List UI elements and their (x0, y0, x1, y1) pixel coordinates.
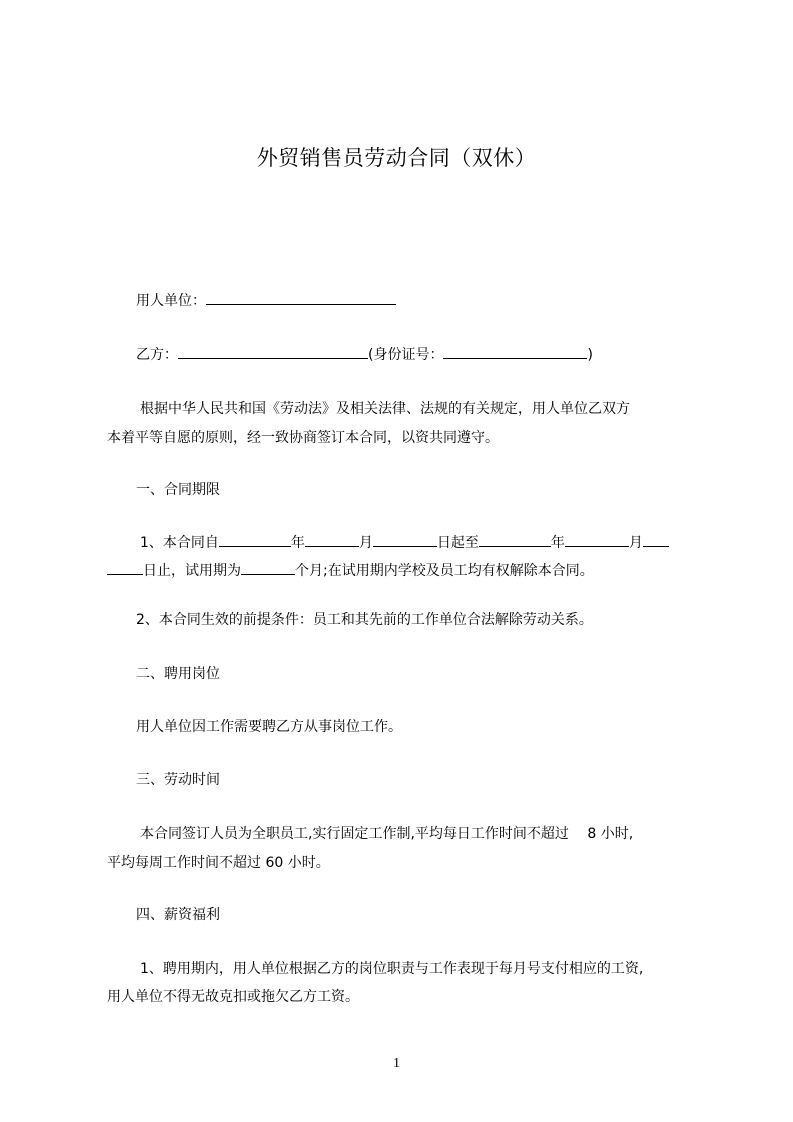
party-b-blank (178, 344, 368, 359)
start-year-blank (219, 532, 291, 547)
term-until-label: 日止，试用期为 (143, 563, 241, 579)
trial-months-blank (241, 560, 295, 575)
id-number-close: ) (587, 347, 593, 363)
employer-blank (206, 290, 396, 305)
term-line-2 (107, 560, 594, 581)
intro-line-1: 根据中华人民共和国《劳动法》及相关法律、法规的有关规定，用人单位乙双方 (140, 401, 630, 417)
term-trial-suffix: 个月;在试用期内学校及员工均有权解除本合同。 (295, 563, 594, 579)
term-month2-label: 月 (628, 535, 643, 551)
term-month-label: 月 (358, 535, 373, 551)
term-line-1 (140, 532, 669, 553)
intro-line-2: 本着平等自愿的原则，经一致协商签订本合同，以资共同遵守。 (107, 430, 499, 446)
section-4-heading: 四、薪资福利 (136, 907, 220, 923)
term-year2-label: 年 (550, 535, 565, 551)
end-day-blank-cont (107, 560, 143, 575)
party-b-line (136, 344, 593, 365)
term-day-from-label: 日起至 (436, 535, 479, 551)
id-number-open: (身份证号： (368, 347, 444, 363)
start-month-blank (305, 532, 359, 547)
hours-line-2: 平均每周工作时间不超过 60 小时。 (107, 855, 330, 871)
document-title: 外贸销售员劳动合同（双休） (256, 146, 537, 170)
employer-line (136, 290, 396, 311)
term-item-2: 2、本合同生效的前提条件：员工和其先前的工作单位合法解除劳动关系。 (136, 612, 593, 628)
salary-line-1: 1、聘用期内，用人单位根据乙方的岗位职责与工作表现于每月号支付相应的工资, (140, 961, 644, 977)
page-number: 1 (393, 1056, 400, 1071)
salary-line-2: 用人单位不得无故克扣或拖欠乙方工资。 (107, 989, 359, 1005)
section-2-heading: 二、聘用岗位 (136, 666, 220, 682)
id-number-blank (443, 344, 587, 359)
section-1-heading: 一、合同期限 (136, 482, 220, 498)
start-day-blank (373, 532, 437, 547)
end-day-blank-start (643, 532, 669, 547)
position-text: 用人单位因工作需要聘乙方从事岗位工作。 (136, 719, 402, 735)
employer-label: 用人单位： (136, 293, 206, 309)
end-month-blank (565, 532, 629, 547)
term-prefix: 1、本合同自 (140, 535, 219, 551)
term-year-label: 年 (290, 535, 305, 551)
section-3-heading: 三、劳动时间 (136, 772, 220, 788)
hours-line-1: 本合同签订人员为全职员工,实行固定工作制,平均每日工作时间不超过 8 小时, (140, 826, 634, 842)
end-year-blank (479, 532, 551, 547)
party-b-label: 乙方： (136, 347, 178, 363)
